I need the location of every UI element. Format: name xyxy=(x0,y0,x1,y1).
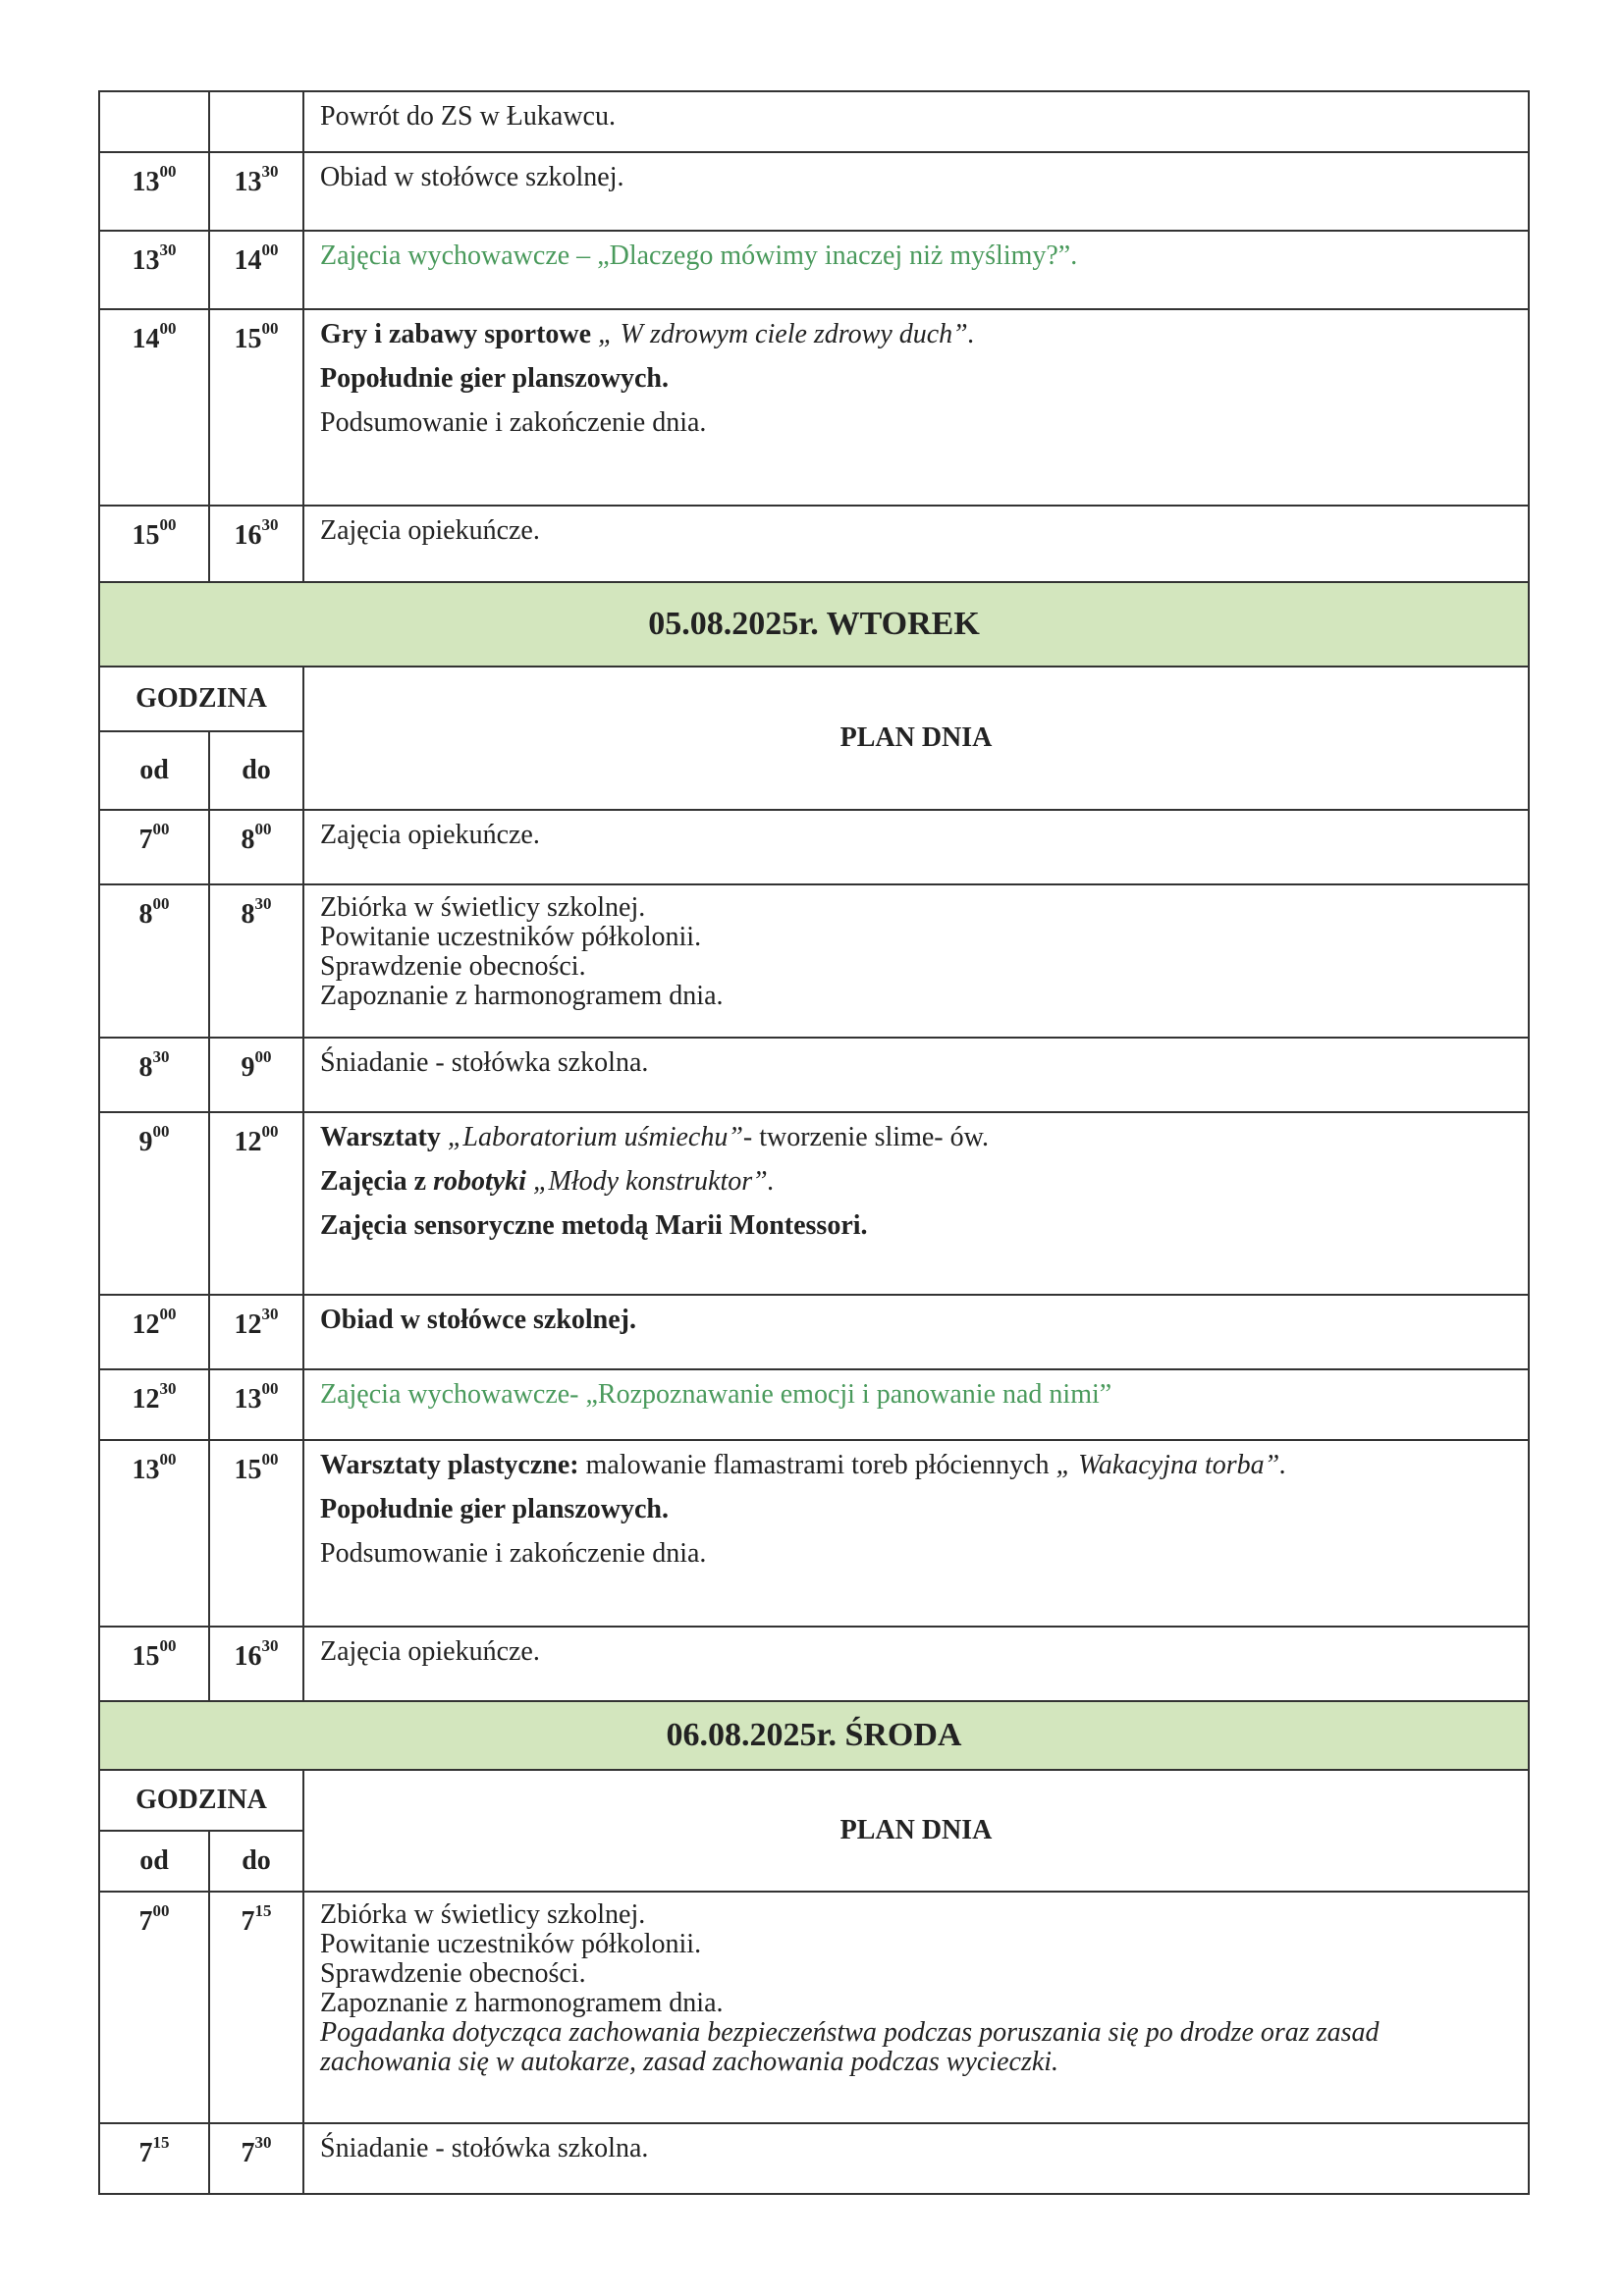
time-minute: 30 xyxy=(261,515,279,534)
time-minute: 00 xyxy=(261,1122,279,1141)
time-minute: 00 xyxy=(159,1636,177,1655)
time-to xyxy=(209,1892,303,2123)
column-header-row xyxy=(99,667,1529,731)
time-hour: 15 xyxy=(234,1455,262,1485)
activity-text: Sprawdzenie obecności. xyxy=(320,951,586,982)
time-to xyxy=(209,1112,303,1295)
time-minute: 00 xyxy=(159,1450,177,1468)
time-to xyxy=(209,1295,303,1369)
activity-cell xyxy=(303,1295,1529,1369)
time-from xyxy=(99,1112,209,1295)
schedule-row xyxy=(99,1112,1529,1295)
column-header-row xyxy=(99,1770,1529,1831)
activity-line xyxy=(320,2132,1512,2164)
activity-text: Gry i zabawy sportowe xyxy=(320,319,599,349)
activity-text: „Dlaczego mówimy inaczej niż myślimy?”. xyxy=(597,240,1078,271)
time-hour: 16 xyxy=(234,1641,262,1672)
activity-cell xyxy=(303,506,1529,582)
activity-text: Powitanie uczestników półkolonii. xyxy=(320,1929,702,1959)
od-header: od xyxy=(99,1831,209,1892)
time-minute: 00 xyxy=(152,820,170,838)
time-to xyxy=(209,506,303,582)
time-to xyxy=(209,2123,303,2194)
activity-text: Zbiórka w świetlicy szkolnej. xyxy=(320,1899,646,1930)
activity-text: Warsztaty plastyczne: xyxy=(320,1450,579,1480)
time-minute: 15 xyxy=(254,1901,272,1920)
activity-line xyxy=(320,1449,1512,1481)
time-from xyxy=(99,2123,209,2194)
activity-line xyxy=(320,1900,1512,1930)
schedule-row xyxy=(99,2123,1529,2194)
time-hour: 9 xyxy=(241,1052,255,1083)
time-hour: 8 xyxy=(138,1052,153,1083)
activity-cell xyxy=(303,2123,1529,2194)
time-from xyxy=(99,91,209,152)
activity-text: Podsumowanie i zakończenie dnia. xyxy=(320,407,707,438)
activity-line xyxy=(320,982,1512,1011)
schedule-row xyxy=(99,884,1529,1038)
activity-text: Sprawdzenie obecności. xyxy=(320,1958,586,1989)
activity-text: Zbiórka w świetlicy szkolnej. xyxy=(320,892,646,923)
activity-line xyxy=(320,1635,1512,1668)
activity-text: malowanie flamastrami toreb płóciennych xyxy=(578,1450,1056,1480)
time-minute: 00 xyxy=(261,1379,279,1398)
schedule-row xyxy=(99,506,1529,582)
activity-text: Warsztaty xyxy=(320,1122,448,1152)
activity-text: Zajęcia opiekuńcze. xyxy=(320,820,540,850)
activity-text: Śniadanie - stołówka szkolna. xyxy=(320,1047,649,1078)
activity-line xyxy=(320,318,1512,350)
activity-line xyxy=(320,240,1512,272)
time-minute: 30 xyxy=(159,240,177,259)
time-from xyxy=(99,506,209,582)
activity-line xyxy=(320,1209,1512,1242)
time-minute: 30 xyxy=(261,1636,279,1655)
do-header: do xyxy=(209,731,303,810)
godzina-header: GODZINA xyxy=(99,667,303,731)
activity-line xyxy=(320,1537,1512,1570)
activity-cell xyxy=(303,1369,1529,1440)
time-hour: 13 xyxy=(132,1455,160,1485)
time-hour: 8 xyxy=(138,899,153,930)
schedule-table xyxy=(98,90,1530,2195)
time-minute: 00 xyxy=(159,319,177,338)
activity-cell xyxy=(303,309,1529,506)
activity-line xyxy=(320,2018,1512,2077)
schedule-row xyxy=(99,91,1529,152)
time-hour: 15 xyxy=(234,324,262,354)
activity-text: „Rozpoznawanie emocji i panowanie nad nimi” xyxy=(585,1379,1112,1410)
time-from xyxy=(99,1369,209,1440)
activity-cell xyxy=(303,1112,1529,1295)
time-from xyxy=(99,309,209,506)
activity-text: Zajęcia wychowawcze – xyxy=(320,240,598,271)
day-header-row xyxy=(99,1701,1529,1770)
time-minute: 00 xyxy=(261,319,279,338)
activity-text: Popołudnie gier planszowych. xyxy=(320,363,669,394)
time-minute: 00 xyxy=(152,1122,170,1141)
activity-text: Powrót do ZS w Łukawcu. xyxy=(320,101,616,132)
time-to xyxy=(209,309,303,506)
schedule-row xyxy=(99,810,1529,884)
time-hour: 7 xyxy=(138,1906,153,1937)
schedule-row xyxy=(99,1627,1529,1701)
schedule-row xyxy=(99,1440,1529,1627)
time-hour: 13 xyxy=(132,245,160,276)
time-minute: 30 xyxy=(254,2133,272,2152)
time-from xyxy=(99,152,209,231)
activity-line xyxy=(320,1959,1512,1989)
time-to xyxy=(209,231,303,309)
activity-text: Podsumowanie i zakończenie dnia. xyxy=(320,1538,707,1569)
activity-text: Popołudnie gier planszowych. xyxy=(320,1494,669,1524)
time-to xyxy=(209,1369,303,1440)
activity-line xyxy=(320,819,1512,851)
time-hour: 12 xyxy=(234,1309,262,1340)
day-title: 05.08.2025r. WTOREK xyxy=(99,582,1529,667)
activity-line xyxy=(320,1930,1512,1959)
time-minute: 00 xyxy=(159,1305,177,1323)
day-title: 06.08.2025r. ŚRODA xyxy=(99,1701,1529,1770)
time-minute: 00 xyxy=(254,1047,272,1066)
time-hour: 12 xyxy=(132,1309,160,1340)
activity-cell xyxy=(303,884,1529,1038)
activity-text: robotyki xyxy=(433,1166,526,1197)
time-minute: 00 xyxy=(261,240,279,259)
time-hour: 12 xyxy=(132,1384,160,1415)
activity-text: Zapoznanie z harmonogramem dnia. xyxy=(320,981,724,1011)
time-from xyxy=(99,884,209,1038)
time-hour: 8 xyxy=(241,825,255,855)
activity-line xyxy=(320,100,1512,133)
schedule-row xyxy=(99,1892,1529,2123)
plan-dnia-header: PLAN DNIA xyxy=(303,1770,1529,1892)
activity-text: Obiad w stołówce szkolnej. xyxy=(320,1305,636,1335)
time-minute: 30 xyxy=(159,1379,177,1398)
activity-cell xyxy=(303,1892,1529,2123)
time-to xyxy=(209,1440,303,1627)
activity-text: „Młody konstruktor”. xyxy=(525,1166,775,1197)
time-to xyxy=(209,152,303,231)
schedule-row xyxy=(99,231,1529,309)
time-from xyxy=(99,1627,209,1701)
time-from xyxy=(99,231,209,309)
time-minute: 30 xyxy=(254,894,272,913)
activity-line xyxy=(320,1989,1512,2018)
activity-cell xyxy=(303,91,1529,152)
activity-text: Powitanie uczestników półkolonii. xyxy=(320,922,702,952)
activity-line xyxy=(320,1121,1512,1153)
time-hour: 13 xyxy=(234,1384,262,1415)
activity-text: „ Wakacyjna torba”. xyxy=(1055,1450,1287,1480)
time-minute: 00 xyxy=(261,1450,279,1468)
activity-line xyxy=(320,1493,1512,1525)
time-hour: 16 xyxy=(234,520,262,551)
od-header: od xyxy=(99,731,209,810)
schedule-row xyxy=(99,1038,1529,1112)
time-from xyxy=(99,810,209,884)
activity-text: - tworzenie slime- ów. xyxy=(742,1122,990,1152)
schedule-row xyxy=(99,309,1529,506)
time-hour: 15 xyxy=(132,1641,160,1672)
time-hour: 7 xyxy=(241,2138,255,2168)
day-header-row xyxy=(99,582,1529,667)
activity-text: Zajęcia opiekuńcze. xyxy=(320,1636,540,1667)
activity-line xyxy=(320,514,1512,547)
activity-cell xyxy=(303,231,1529,309)
time-hour: 15 xyxy=(132,520,160,551)
schedule-document xyxy=(98,90,1530,2195)
time-minute: 30 xyxy=(261,162,279,181)
schedule-row xyxy=(99,152,1529,231)
activity-cell xyxy=(303,810,1529,884)
activity-text: Zajęcia wychowawcze- xyxy=(320,1379,586,1410)
activity-line xyxy=(320,952,1512,982)
time-hour: 7 xyxy=(241,1906,255,1937)
schedule-row xyxy=(99,1369,1529,1440)
time-hour: 13 xyxy=(234,167,262,197)
do-header: do xyxy=(209,1831,303,1892)
activity-text: Pogadanka dotycząca zachowania bezpieczeństwa podczas poruszania się po drodze oraz zasad zachowania się w autokarze, zasad zachowania podczas wycieczki. xyxy=(320,2017,1380,2077)
time-hour: 12 xyxy=(234,1127,262,1157)
activity-line xyxy=(320,923,1512,952)
activity-line xyxy=(320,1046,1512,1079)
time-hour: 14 xyxy=(234,245,262,276)
godzina-header: GODZINA xyxy=(99,1770,303,1831)
activity-text: Zajęcia opiekuńcze. xyxy=(320,515,540,546)
time-hour: 7 xyxy=(138,825,153,855)
time-to xyxy=(209,91,303,152)
time-minute: 00 xyxy=(152,894,170,913)
plan-dnia-header: PLAN DNIA xyxy=(303,667,1529,810)
time-hour: 9 xyxy=(138,1127,153,1157)
activity-cell xyxy=(303,152,1529,231)
activity-text: Zajęcia z xyxy=(320,1166,434,1197)
activity-text: Zajęcia sensoryczne metodą Marii Montessori. xyxy=(320,1210,868,1241)
time-minute: 00 xyxy=(159,515,177,534)
time-hour: 13 xyxy=(132,167,160,197)
activity-text: „ W zdrowym ciele zdrowy duch”. xyxy=(598,319,975,349)
time-hour: 7 xyxy=(138,2138,153,2168)
time-minute: 30 xyxy=(261,1305,279,1323)
activity-cell xyxy=(303,1440,1529,1627)
activity-line xyxy=(320,161,1512,193)
activity-text: Obiad w stołówce szkolnej. xyxy=(320,162,624,192)
activity-line xyxy=(320,1165,1512,1198)
activity-text: „Laboratorium uśmiechu” xyxy=(447,1122,743,1152)
time-minute: 00 xyxy=(254,820,272,838)
time-to xyxy=(209,1627,303,1701)
activity-text: Śniadanie - stołówka szkolna. xyxy=(320,2133,649,2163)
activity-cell xyxy=(303,1627,1529,1701)
schedule-row xyxy=(99,1295,1529,1369)
time-to xyxy=(209,810,303,884)
activity-line xyxy=(320,893,1512,923)
activity-line xyxy=(320,1304,1512,1336)
time-hour: 14 xyxy=(132,324,160,354)
activity-cell xyxy=(303,1038,1529,1112)
time-from xyxy=(99,1440,209,1627)
activity-line xyxy=(320,1378,1512,1411)
time-to xyxy=(209,1038,303,1112)
time-from xyxy=(99,1038,209,1112)
time-from xyxy=(99,1892,209,2123)
time-minute: 30 xyxy=(152,1047,170,1066)
time-minute: 00 xyxy=(152,1901,170,1920)
time-minute: 15 xyxy=(152,2133,170,2152)
activity-line xyxy=(320,362,1512,395)
activity-text: Zapoznanie z harmonogramem dnia. xyxy=(320,1988,724,2018)
activity-line xyxy=(320,406,1512,439)
time-minute: 00 xyxy=(159,162,177,181)
time-hour: 8 xyxy=(241,899,255,930)
time-from xyxy=(99,1295,209,1369)
time-to xyxy=(209,884,303,1038)
